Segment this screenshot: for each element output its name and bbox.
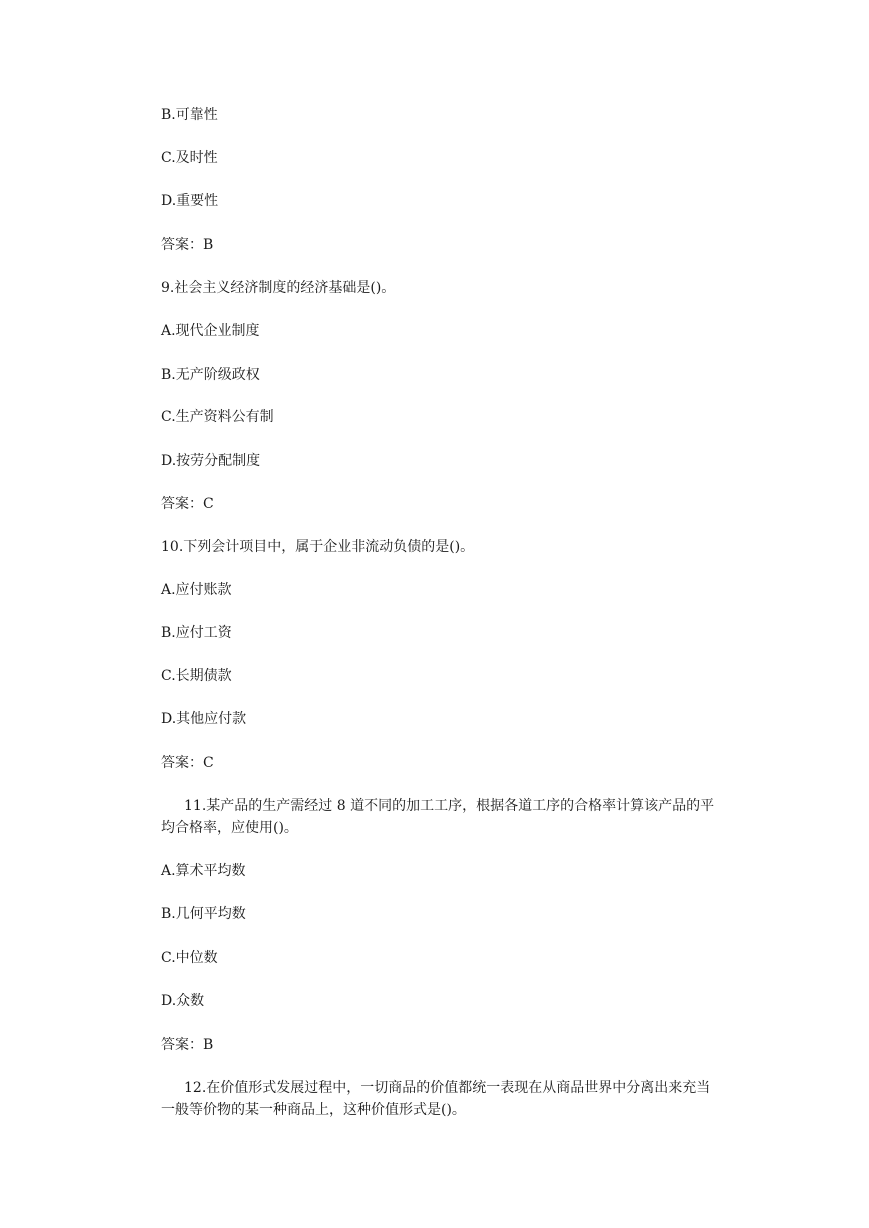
q8-option-d: D.重要性 — [161, 193, 219, 209]
q11-stem-line1: 11.某产品的生产需经过 8 道不同的加工工序，根据各道工序的合格率计算该产品的平 — [184, 798, 715, 814]
q12-stem-line2: 一般等价物的某一种商品上，这种价值形式是()。 — [161, 1102, 466, 1118]
q10-option-c: C.长期债款 — [161, 668, 232, 684]
q9-option-b: B.无产阶级政权 — [161, 367, 260, 383]
q11-answer: 答案：B — [161, 1037, 214, 1053]
q9-stem: 9.社会主义经济制度的经济基础是()。 — [161, 280, 396, 296]
q9-answer: 答案：C — [161, 496, 214, 512]
q11-stem-line2: 均合格率，应使用()。 — [161, 820, 298, 836]
q10-option-b: B.应付工资 — [161, 625, 232, 641]
q8-answer: 答案：B — [161, 237, 214, 253]
q10-option-d: D.其他应付款 — [161, 711, 247, 727]
q10-answer: 答案：C — [161, 755, 214, 771]
q9-option-d: D.按劳分配制度 — [161, 453, 261, 469]
q11-option-c: C.中位数 — [161, 950, 218, 966]
q10-stem: 10.下列会计项目中，属于企业非流动负债的是()。 — [161, 539, 475, 555]
q8-option-c: C.及时性 — [161, 150, 218, 166]
q8-option-b: B.可靠性 — [161, 107, 218, 123]
q10-option-a: A.应付账款 — [161, 582, 232, 598]
q9-option-a: A.现代企业制度 — [161, 323, 260, 339]
q11-option-a: A.算术平均数 — [161, 863, 246, 879]
q11-option-d: D.众数 — [161, 993, 205, 1009]
q12-stem-line1: 12.在价值形式发展过程中，一切商品的价值都统一表现在从商品世界中分离出来充当 — [184, 1080, 711, 1096]
q11-option-b: B.几何平均数 — [161, 906, 246, 922]
q9-option-c: C.生产资料公有制 — [161, 409, 274, 425]
